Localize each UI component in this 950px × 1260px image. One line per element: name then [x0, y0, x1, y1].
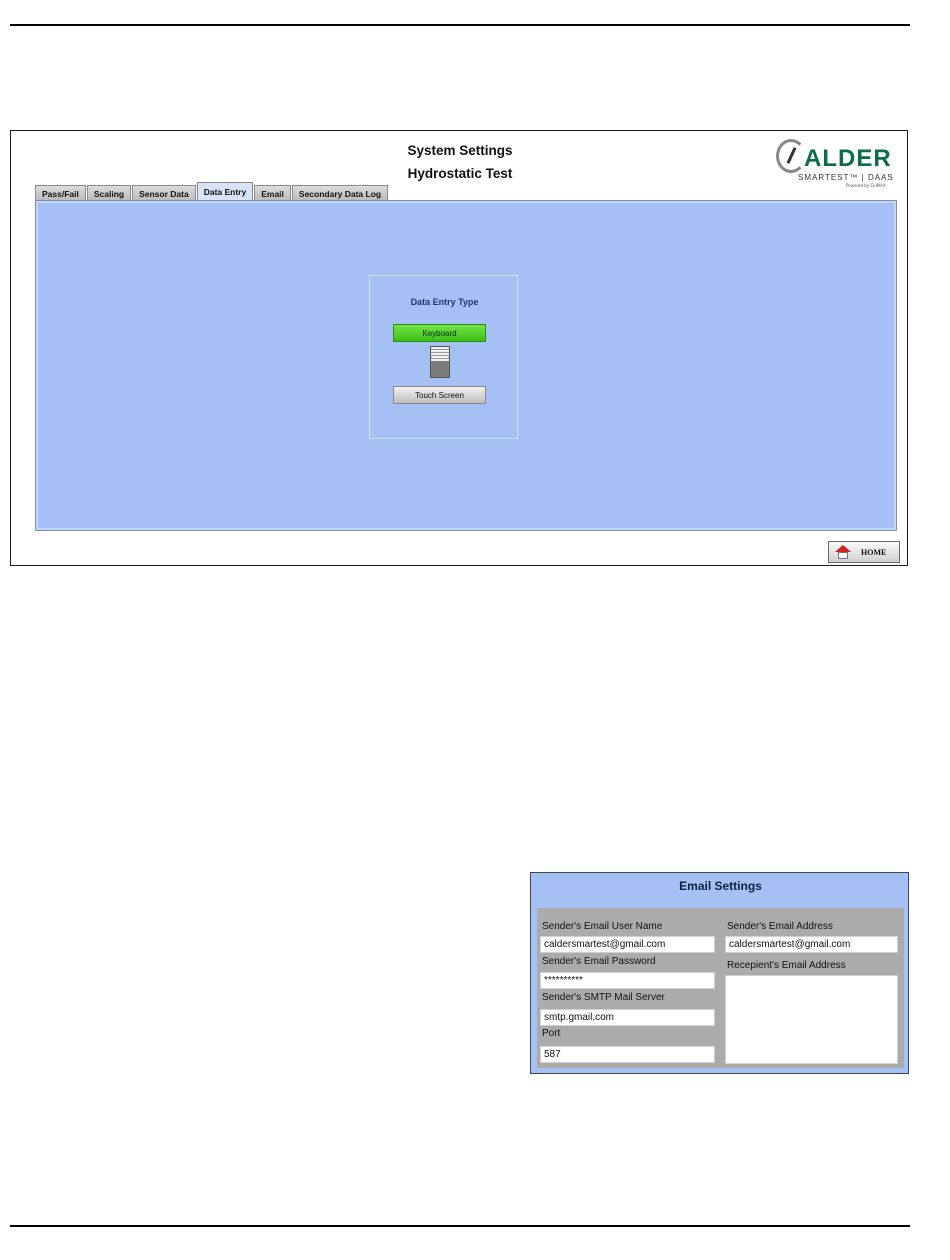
- tab-bar: [35, 182, 389, 201]
- sender-address-label: Sender's Email Address: [727, 921, 833, 932]
- user-name-label: Sender's Email User Name: [542, 921, 663, 932]
- keyboard-option[interactable]: Keyboard: [393, 324, 486, 342]
- data-entry-group: [369, 275, 518, 439]
- header-rule: [10, 24, 910, 26]
- port-label: Port: [542, 1028, 561, 1039]
- tab-pass-fail[interactable]: Pass/Fail: [35, 185, 86, 201]
- tab-email[interactable]: Email: [254, 185, 291, 201]
- tab-data-entry[interactable]: Data Entry: [197, 182, 254, 201]
- password-label: Sender's Email Password: [542, 956, 656, 967]
- toggle-switch[interactable]: [430, 346, 450, 378]
- touch-screen-option[interactable]: Touch Screen: [393, 386, 486, 404]
- recipient-label: Recepient's Email Address: [727, 960, 846, 971]
- smtp-label: Sender's SMTP Mail Server: [542, 992, 665, 1003]
- logo-tagline: Powered by CLIMAX: [846, 183, 886, 188]
- sender-address-input[interactable]: caldersmartest@gmail.com: [725, 936, 898, 953]
- port-input[interactable]: 587: [540, 1046, 715, 1063]
- tab-scaling[interactable]: Scaling: [87, 185, 131, 201]
- smtp-input[interactable]: smtp.gmail.com: [540, 1009, 715, 1026]
- calder-logo: [776, 139, 901, 191]
- tab-secondary-data-log[interactable]: Secondary Data Log: [292, 185, 388, 201]
- home-icon: [835, 545, 851, 559]
- page-title: System Settings: [407, 143, 513, 158]
- home-button-label: HOME: [861, 547, 887, 557]
- logo-subtitle: SMARTEST™ | DAAS: [798, 173, 894, 182]
- window-titles: [11, 139, 909, 185]
- tab-sensor-data[interactable]: Sensor Data: [132, 185, 196, 201]
- email-settings-title: Email Settings: [679, 879, 762, 893]
- email-settings-panel: [530, 872, 909, 1074]
- page-subtitle: Hydrostatic Test: [407, 166, 513, 181]
- system-settings-window: [10, 130, 908, 566]
- home-button[interactable]: [828, 541, 900, 563]
- switch-lever: [431, 347, 449, 361]
- tab-panel: [35, 200, 897, 531]
- email-settings-body: [537, 908, 904, 1068]
- data-entry-title: Data Entry Type: [410, 297, 479, 307]
- footer-rule: [10, 1225, 910, 1227]
- recipient-textarea[interactable]: [725, 975, 898, 1064]
- user-name-input[interactable]: caldersmartest@gmail.com: [540, 936, 715, 953]
- password-input[interactable]: **********: [540, 972, 715, 989]
- logo-word: ALDER: [804, 145, 892, 172]
